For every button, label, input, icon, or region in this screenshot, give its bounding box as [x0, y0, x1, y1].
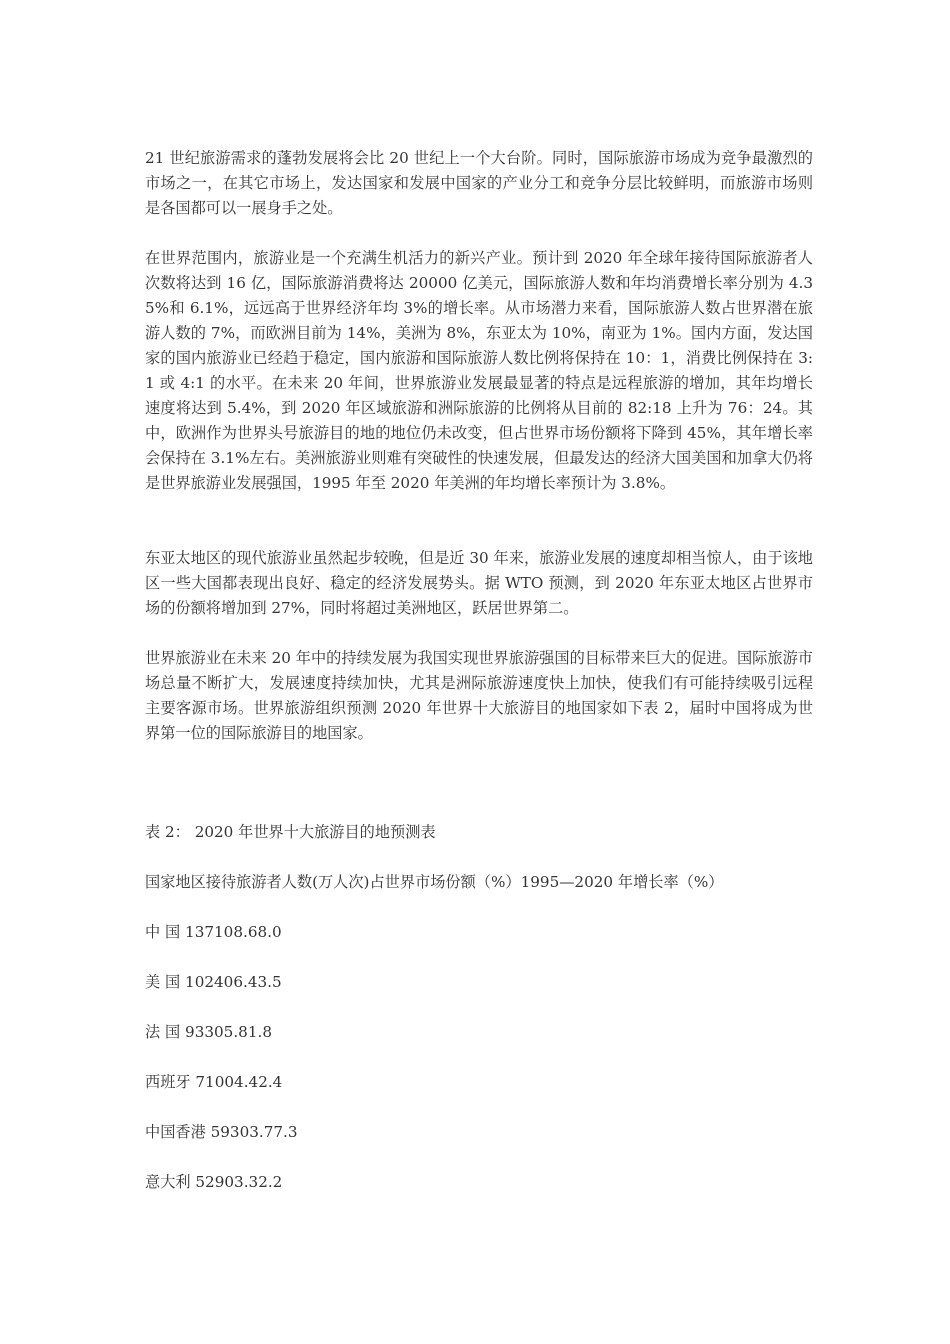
- table-row: 中国香港 59303.77.3: [145, 1123, 298, 1141]
- paragraph-world-tourism: 在世界范围内，旅游业是一个充满生机活力的新兴产业。预计到 2020 年全球年接待国际旅游者人次数将达到 16 亿，国际旅游消费将达 20000 亿美元，国际旅游人数和年均消费增长率分别为 4.35%和 6.1%，远远高于世界经济年均 3%的增长率。从市场潜力来看，国际旅游人数占世界潜在旅游人数的 7%，而欧洲目前为 14%，美洲为 8%，东亚太为 10%，南亚为 1%。国内方面，发达国家的国内旅游业已经趋于稳定，国内旅游和国际旅游人数比例将保持在 10：1，消费比例保持在 3:1 或 4:1 的水平。在未来 20 年间，世界旅游业发展最显著的特点是远程旅游的增加，其年均增长速度将达到 5.4%，到 2020 年区域旅游和洲际旅游的比例将从目前的 82:18 上升为 76：24。其中，欧洲作为世界头号旅游目的地的地位仍未改变，但占世界市场份额将下降到 45%，其年增长率会保持在 3.1%左右。美洲旅游业则难有突破性的快速发展，但最发达的经济大国美国和加拿大仍将是世界旅游业发展强国，1995 年至 2020 年美洲的年均增长率预计为 3.8%。: [145, 249, 813, 492]
- paragraph-intro: 21 世纪旅游需求的蓬勃发展将会比 20 世纪上一个大台阶。同时，国际旅游市场成为竞争最激烈的市场之一，在其它市场上，发达国家和发展中国家的产业分工和竞争分层比较鲜明，而旅游市场则是各国都可以一展身手之处。: [145, 149, 813, 217]
- table-caption: 表 2： 2020 年世界十大旅游目的地预测表: [145, 823, 436, 841]
- table-row: 法 国 93305.81.8: [145, 1023, 272, 1041]
- table-row: 西班牙 71004.42.4: [145, 1073, 283, 1091]
- table-header: 国家地区接待旅游者人数(万人次)占世界市场份额（%）1995—2020 年增长率（%）: [145, 873, 724, 891]
- paragraph-east-asia-pacific: 东亚太地区的现代旅游业虽然起步较晚，但是近 30 年来，旅游业发展的速度却相当惊人，由于该地区一些大国都表现出良好、稳定的经济发展势头。据 WTO 预测，到 2020 年东亚太地区占世界市场的份额将增加到 27%，同时将超过美洲地区，跃居世界第二。: [145, 549, 813, 617]
- table-row: 美 国 102406.43.5: [145, 973, 282, 991]
- paragraph-china-outlook: 世界旅游业在未来 20 年中的持续发展为我国实现世界旅游强国的目标带来巨大的促进。国际旅游市场总量不断扩大，发展速度持续加快，尤其是洲际旅游速度快上加快，使我们有可能持续吸引远程主要客源市场。世界旅游组织预测 2020 年世界十大旅游目的地国家如下表 2，届时中国将成为世界第一位的国际旅游目的地国家。: [145, 649, 813, 742]
- table-row: 意大利 52903.32.2: [145, 1173, 283, 1191]
- table-row: 中 国 137108.68.0: [145, 923, 282, 941]
